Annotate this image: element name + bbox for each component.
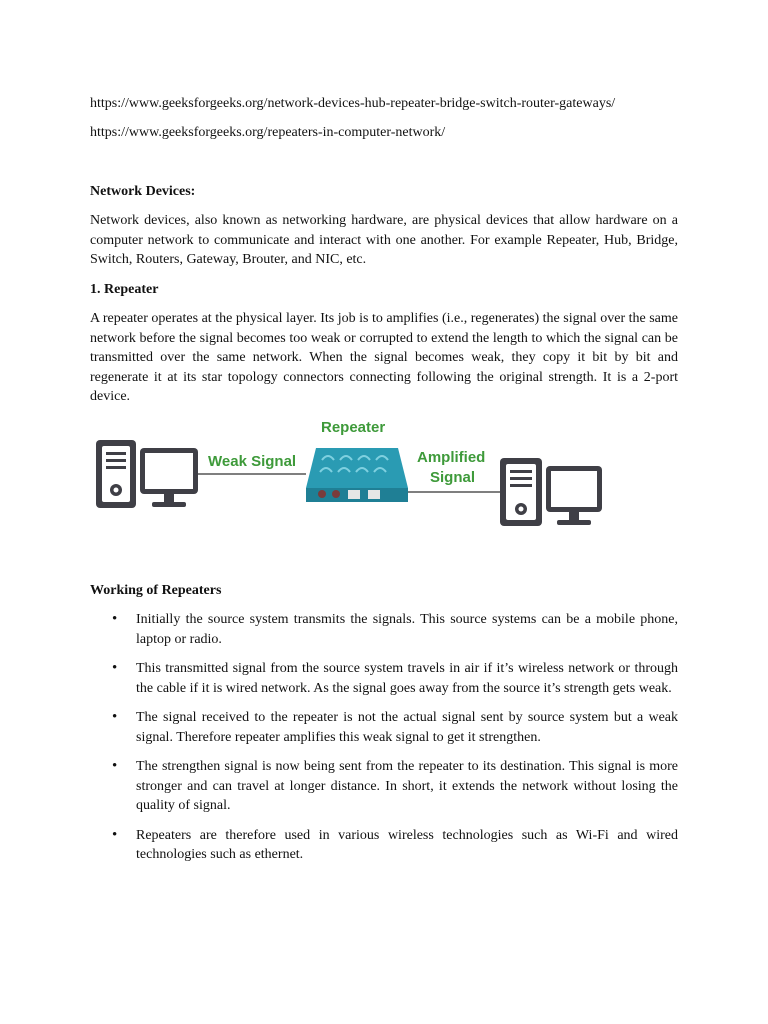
list-item: • Initially the source system transmits the signals. This source systems can be a mobile phone, laptop or radio. — [90, 610, 678, 649]
working-list — [90, 610, 678, 875]
amplified-label-line1: Amplified — [417, 449, 486, 466]
repeater-paragraph: A repeater operates at the physical layer. Its job is to amplifies (i.e., regenerates) the signal over the same network before the signal becomes too weak or corrupted to extend the length to which the signal can be transmitted over the same network. When the signal becomes weak, they copy it bit by bit and regenerate it at its star topology connectors connecting following the original strength. It is a 2-port device. — [90, 311, 678, 404]
list-item: • The strengthen signal is now being sent from the repeater to its destination. This signal is more stronger and can travel at longer distance. In short, it extends the network without losing the quality of signal. — [90, 757, 678, 816]
network-devices-heading: Network Devices: — [90, 184, 196, 199]
network-devices-paragraph: Network devices, also known as networking hardware, are physical devices that allow hardware on a computer network to communicate and interact with one another. For example Repeater, Hub, Bridge, Switch, Routers, Gateway, Brouter, and NIC, etc. — [90, 213, 678, 267]
repeater-heading: 1. Repeater — [90, 282, 159, 297]
reference-link-1[interactable]: https://www.geeksforgeeks.org/network-devices-hub-repeater-bridge-switch-router-gateways/ — [90, 96, 616, 111]
destination-computer-icon — [500, 458, 602, 526]
working-heading: Working of Repeaters — [90, 583, 222, 598]
amplified-label-line2: Signal — [430, 469, 476, 486]
list-item: • The signal received to the repeater is not the actual signal sent by source system but a weak signal. Therefore repeater amplifies this weak signal to get it strengthen. — [90, 708, 678, 747]
list-item: • Repeaters are therefore used in various wireless technologies such as Wi-Fi and wired technologies such as ethernet. — [90, 826, 678, 865]
weak-signal-label: Weak Signal — [208, 453, 297, 470]
repeater-diagram — [90, 412, 610, 532]
reference-link-2[interactable]: https://www.geeksforgeeks.org/repeaters-in-computer-network/ — [90, 125, 446, 140]
source-computer-icon — [96, 440, 198, 508]
repeater-device-icon — [306, 448, 408, 502]
list-item: • This transmitted signal from the source system travels in air if it’s wireless network or through the cable if it is wired network. As the signal goes away from the source it’s strength gets weak. — [90, 659, 678, 698]
repeater-diagram-title: Repeater — [321, 419, 386, 436]
